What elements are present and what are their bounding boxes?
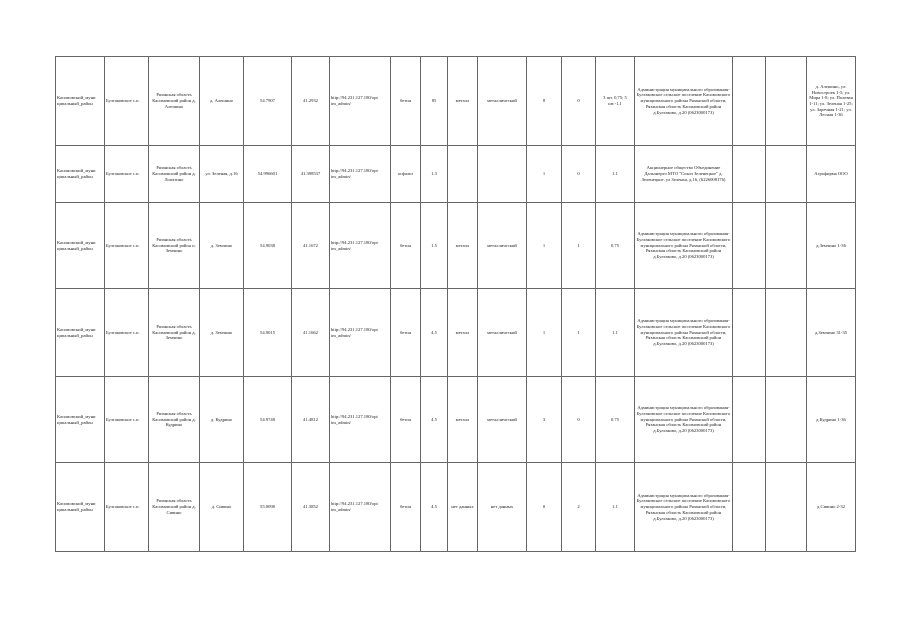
volume-cell: 1.1	[596, 146, 635, 203]
bunkers-count-cell: 0	[562, 377, 596, 463]
longitude-cell: 41.4812	[292, 377, 330, 463]
area-cell: 4.5	[421, 463, 448, 552]
owner-cell: Администрация муниципального образования-Булгаковское сельское поселение Касимовского муниципального района Рязанской области, Рязанская область Касимовский район д.Булгаково, д.20 (0623000173)	[635, 203, 733, 289]
area-cell: 4.5	[421, 289, 448, 377]
settlement-cell: Булгаковское с.п.	[105, 289, 149, 377]
district-cell: Касимовский_муни ципальный_район	[56, 57, 105, 146]
volume-cell: 1.1	[596, 289, 635, 377]
containers-count-cell: 3	[527, 377, 562, 463]
owner-cell: Администрация муниципального образования-Булгаковское сельское поселение Касимовского муниципального района Рязанской области, Рязанская область Касимовский район д.Булгаково, д.20 (0623000173)	[635, 57, 733, 146]
volume-cell: 0.75	[596, 377, 635, 463]
district-cell: Касимовский_муни ципальный_район	[56, 289, 105, 377]
address-cell: Рязанская область Касимовский район п. Земчино	[149, 203, 200, 289]
containers-count-cell: 8	[527, 57, 562, 146]
volume-cell: 0.75	[596, 203, 635, 289]
served-addresses-cell: д.Земчино 31-35	[807, 289, 856, 377]
area-cell: 85	[421, 57, 448, 146]
table-row	[56, 463, 856, 552]
volume-cell: 1.1	[596, 463, 635, 552]
empty-cell	[766, 377, 807, 463]
district-cell: Касимовский_муни ципальный_район	[56, 203, 105, 289]
surface-cell: бетон	[391, 203, 421, 289]
surface-cell: бетон	[391, 377, 421, 463]
empty-cell	[733, 289, 766, 377]
fence-cell: металл	[448, 57, 478, 146]
table-row	[56, 146, 856, 203]
settlement-cell: Булгаковское с.п.	[105, 203, 149, 289]
settlement-cell: Булгаковское с.п.	[105, 463, 149, 552]
empty-cell	[733, 377, 766, 463]
location-cell: д. Алешино	[200, 57, 244, 146]
address-cell: Рязанская область Касимовский район д. Земчино	[149, 289, 200, 377]
latitude-cell: 54.7907	[244, 57, 292, 146]
longitude-cell: 41.2932	[292, 57, 330, 146]
bunkers-count-cell: 2	[562, 463, 596, 552]
container-type-cell: нет данных	[478, 463, 527, 552]
owner-cell: Администрация муниципального образования-Булгаковское сельское поселение Касимовского муниципального района Рязанской области, Рязанская область Касимовский район д.Булгаково, д.20 (0623000173)	[635, 377, 733, 463]
table-row	[56, 289, 856, 377]
location-cell: д. Земчино	[200, 289, 244, 377]
owner-cell: Акционерное общество Объединение Дальэнерго МТО "Сокол Зеленецкое" д. Зеленецкое, ул Зеленая, д.16, (6226008176)	[635, 146, 733, 203]
link-cell[interactable]: http://94.231.127.180/opt im_admin/	[330, 146, 391, 203]
served-addresses-cell: д.Земчино 1-36	[807, 203, 856, 289]
waste-sites-table	[55, 56, 856, 552]
container-type-cell: металлический	[478, 377, 527, 463]
surface-cell: бетон	[391, 57, 421, 146]
latitude-cell: 54.996601	[244, 146, 292, 203]
address-cell: Рязанская область Касимовский район д. Алешино	[149, 57, 200, 146]
settlement-cell: Булгаковское с.п.	[105, 146, 149, 203]
fence-cell: металл	[448, 377, 478, 463]
longitude-cell: 41.398537	[292, 146, 330, 203]
address-cell: Рязанская область Касимовский район д. Кудрино	[149, 377, 200, 463]
volume-cell: 3 шт. 0,75; 5 шт.-1,1	[596, 57, 635, 146]
fence-cell: металл	[448, 203, 478, 289]
bunkers-count-cell: 1	[562, 203, 596, 289]
containers-count-cell: 1	[527, 203, 562, 289]
latitude-cell: 54.9748	[244, 377, 292, 463]
link-cell[interactable]: http://94.231.127.180/opt im_admin/	[330, 289, 391, 377]
location-cell: д. Кудрино	[200, 377, 244, 463]
location-cell: д. Сивино	[200, 463, 244, 552]
empty-cell	[733, 203, 766, 289]
district-cell: Касимовский_муни ципальный_район	[56, 463, 105, 552]
settlement-cell: Булгаковское с.п.	[105, 377, 149, 463]
location-cell: ул. Зеленая, д.16	[200, 146, 244, 203]
empty-cell	[766, 146, 807, 203]
address-cell: Рязанская область Касимовский район д. Лопатино	[149, 146, 200, 203]
containers-count-cell: 1	[527, 146, 562, 203]
bunkers-count-cell: 1	[562, 289, 596, 377]
bunkers-count-cell: 0	[562, 146, 596, 203]
table-row	[56, 377, 856, 463]
container-type-cell	[478, 146, 527, 203]
area-cell: 4.5	[421, 377, 448, 463]
district-cell: Касимовский_муни ципальный_район	[56, 377, 105, 463]
link-cell[interactable]: http://94.231.127.180/opt im_admin/	[330, 377, 391, 463]
served-addresses-cell: д.Сивино 2-32	[807, 463, 856, 552]
bunkers-count-cell: 0	[562, 57, 596, 146]
table-row	[56, 57, 856, 146]
empty-cell	[766, 57, 807, 146]
fence-cell: нет данных	[448, 463, 478, 552]
empty-cell	[766, 463, 807, 552]
empty-cell	[766, 289, 807, 377]
link-cell[interactable]: http://94.231.127.180/opt im_admin/	[330, 57, 391, 146]
latitude-cell: 54.9038	[244, 203, 292, 289]
longitude-cell: 41.1662	[292, 289, 330, 377]
surface-cell: асфальт	[391, 146, 421, 203]
link-cell[interactable]: http://94.231.127.180/opt im_admin/	[330, 203, 391, 289]
latitude-cell: 54.9015	[244, 289, 292, 377]
fence-cell	[448, 146, 478, 203]
fence-cell: металл	[448, 289, 478, 377]
link-cell[interactable]: http://94.231.127.180/opt im_admin/	[330, 463, 391, 552]
latitude-cell: 55.0098	[244, 463, 292, 552]
container-type-cell: металлический	[478, 57, 527, 146]
served-addresses-cell: Агрофирма ООО	[807, 146, 856, 203]
longitude-cell: 41.1672	[292, 203, 330, 289]
container-type-cell: металлический	[478, 289, 527, 377]
location-cell: д. Земчино	[200, 203, 244, 289]
area-cell: 1.3	[421, 146, 448, 203]
container-type-cell: металлический	[478, 203, 527, 289]
containers-count-cell: 1	[527, 289, 562, 377]
served-addresses-cell: д.Кудрино 1-36	[807, 377, 856, 463]
longitude-cell: 41.3852	[292, 463, 330, 552]
containers-count-cell: 0	[527, 463, 562, 552]
settlement-cell: Булгаковское с.п.	[105, 57, 149, 146]
empty-cell	[766, 203, 807, 289]
district-cell: Касимовский_муни ципальный_район	[56, 146, 105, 203]
served-addresses-cell: д. Алешино, ул. Новостроек 1-5; ул. Мира 1-8; ул. Полевая 1-11; ул. Зеленая 1-25; ул. Заречная 1-21; ул. Лесная 1-36	[807, 57, 856, 146]
area-cell: 1.5	[421, 203, 448, 289]
table-row	[56, 203, 856, 289]
surface-cell: бетон	[391, 289, 421, 377]
surface-cell: бетон	[391, 463, 421, 552]
empty-cell	[733, 57, 766, 146]
address-cell: Рязанская область Касимовский район д. Сивино	[149, 463, 200, 552]
empty-cell	[733, 146, 766, 203]
owner-cell: Администрация муниципального образования-Булгаковское сельское поселение Касимовского муниципального района Рязанской области, Рязанская область Касимовский район д.Булгаково, д.20 (0623000173)	[635, 463, 733, 552]
owner-cell: Администрация муниципального образования-Булгаковское сельское поселение Касимовского муниципального района Рязанской области, Рязанская область Касимовский район д.Булгаково, д.20 (0623000173)	[635, 289, 733, 377]
empty-cell	[733, 463, 766, 552]
